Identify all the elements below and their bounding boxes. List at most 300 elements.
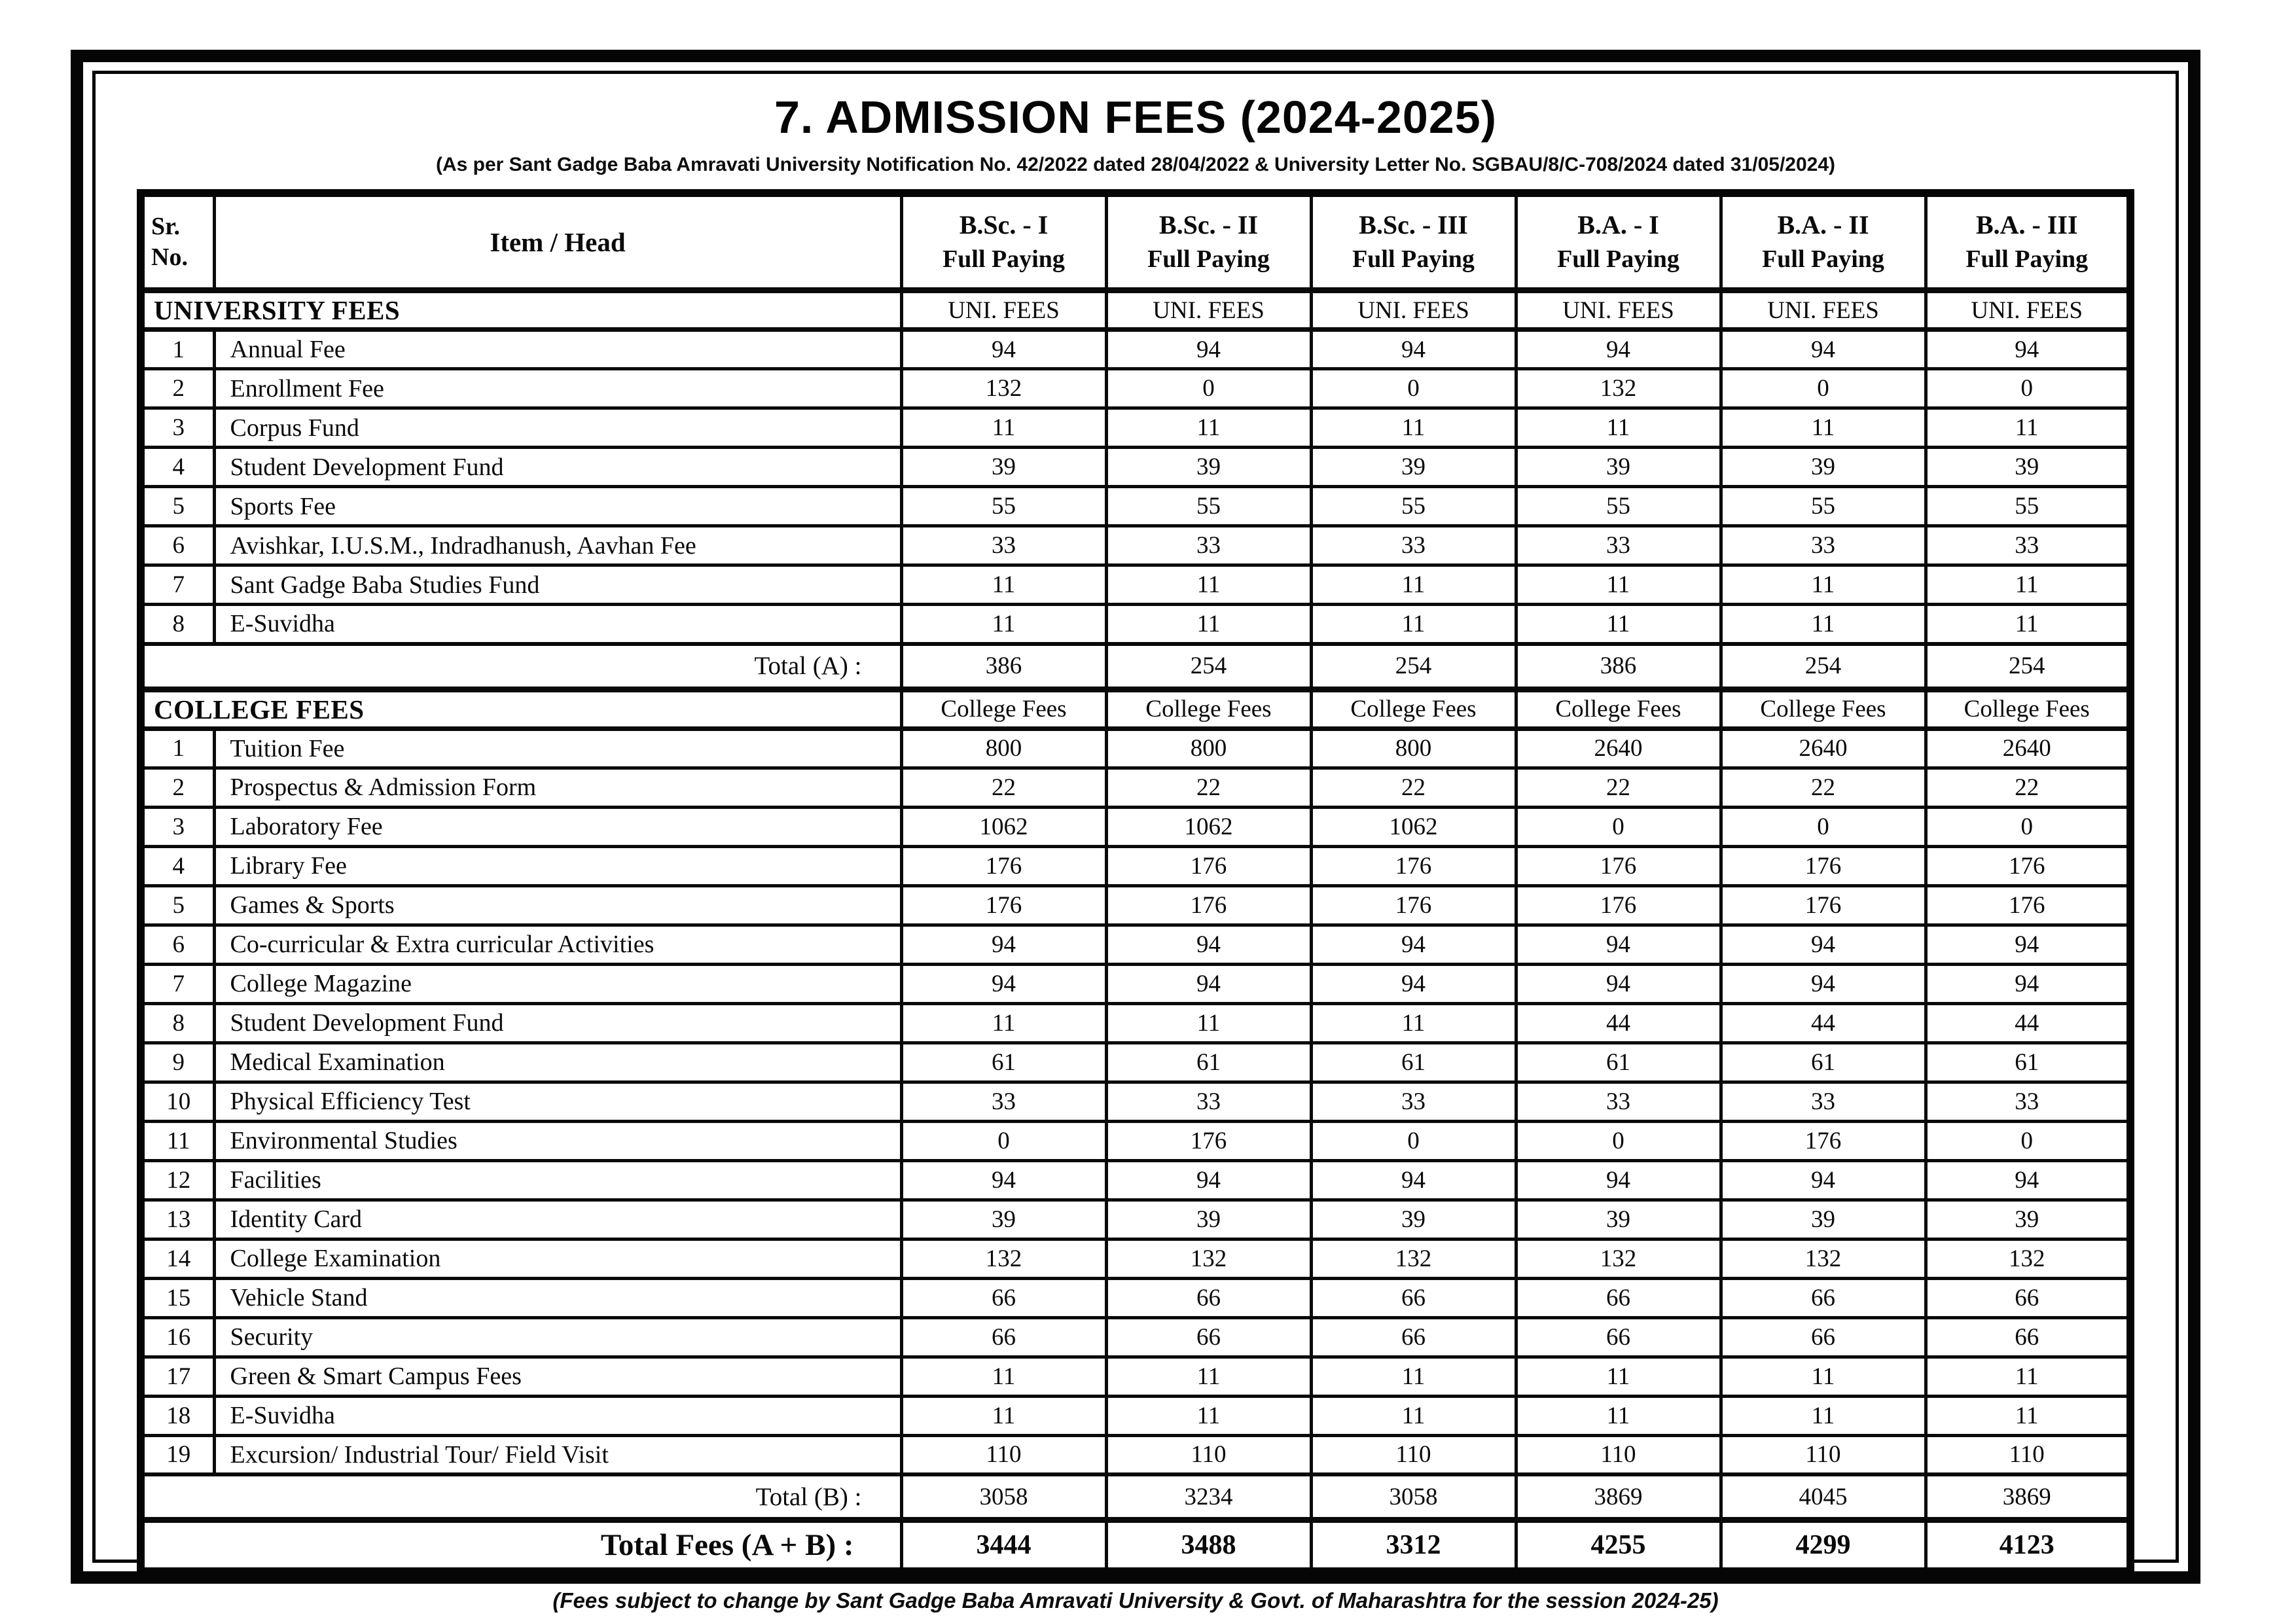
- table-row: [141, 1239, 2130, 1278]
- column-header-item-head: Item / Head: [214, 193, 901, 291]
- fee-value: 39: [1516, 448, 1721, 487]
- fee-value: 11: [1926, 1357, 2130, 1396]
- fee-value: 66: [1516, 1278, 1721, 1317]
- section-total-value: 3869: [1516, 1474, 1721, 1520]
- fee-value: 132: [1516, 369, 1721, 408]
- table-row: [141, 1396, 2130, 1435]
- section-column-label: UNI. FEES: [1516, 291, 1721, 330]
- fee-value: 94: [1926, 330, 2130, 369]
- item-label: Identity Card: [214, 1200, 901, 1239]
- fee-value: 176: [1721, 1121, 1926, 1160]
- fee-value: 132: [1106, 1239, 1311, 1278]
- fee-value: 94: [1721, 330, 1926, 369]
- item-label: Sant Gadge Baba Studies Fund: [214, 565, 901, 605]
- fee-value: 39: [1106, 1200, 1311, 1239]
- table-row: [141, 1200, 2130, 1239]
- row-number: 16: [141, 1317, 214, 1357]
- fee-value: 44: [1926, 1003, 2130, 1043]
- sr-no-line-1: Sr.: [151, 212, 181, 240]
- fee-value: 55: [1311, 487, 1516, 526]
- fee-value: 33: [1721, 526, 1926, 565]
- fee-value: 94: [1721, 1160, 1926, 1200]
- row-number: 5: [141, 885, 214, 925]
- fee-value: 132: [1926, 1239, 2130, 1278]
- item-label: Student Development Fund: [214, 448, 901, 487]
- grand-total-value: 3312: [1311, 1520, 1516, 1572]
- section-label: COLLEGE FEES: [141, 689, 901, 728]
- fee-value: 55: [1516, 487, 1721, 526]
- row-number: 1: [141, 728, 214, 768]
- row-number: 19: [141, 1435, 214, 1474]
- fee-value: 11: [1106, 1003, 1311, 1043]
- fee-value: 33: [1106, 1082, 1311, 1121]
- item-label: Sports Fee: [214, 487, 901, 526]
- fee-value: 39: [1106, 448, 1311, 487]
- fee-value: 176: [1311, 885, 1516, 925]
- course-name: B.A. - III: [1975, 210, 2078, 240]
- fee-value: 33: [901, 526, 1106, 565]
- table-row: [141, 330, 2130, 369]
- fee-value: 11: [901, 565, 1106, 605]
- table-row: [141, 1003, 2130, 1043]
- row-number: 12: [141, 1160, 214, 1200]
- fee-value: 2640: [1516, 728, 1721, 768]
- fee-value: 110: [1721, 1435, 1926, 1474]
- table-row: [141, 1082, 2130, 1121]
- section-total-value: 3234: [1106, 1474, 1311, 1520]
- fee-value: 66: [1311, 1317, 1516, 1357]
- fee-value: 11: [1516, 1357, 1721, 1396]
- item-label: Excursion/ Industrial Tour/ Field Visit: [214, 1435, 901, 1474]
- table-row: [141, 1317, 2130, 1357]
- fee-value: 11: [1926, 565, 2130, 605]
- item-label: Physical Efficiency Test: [214, 1082, 901, 1121]
- fee-value: 94: [1516, 925, 1721, 964]
- fee-value: 11: [901, 408, 1106, 448]
- table-row: [141, 768, 2130, 807]
- item-label: Annual Fee: [214, 330, 901, 369]
- row-number: 1: [141, 330, 214, 369]
- section-column-label: College Fees: [901, 689, 1106, 728]
- fee-value: 11: [901, 1003, 1106, 1043]
- section-column-label: UNI. FEES: [1721, 291, 1926, 330]
- section-column-label: College Fees: [1516, 689, 1721, 728]
- table-row: [141, 1357, 2130, 1396]
- fee-value: 94: [1106, 964, 1311, 1003]
- grand-total-value: 4123: [1926, 1520, 2130, 1572]
- item-label: Corpus Fund: [214, 408, 901, 448]
- course-name: B.A. - II: [1777, 210, 1869, 240]
- fee-value: 94: [1311, 1160, 1516, 1200]
- fee-value: 33: [1926, 1082, 2130, 1121]
- fee-value: 66: [1721, 1317, 1926, 1357]
- grand-total-value: 4255: [1516, 1520, 1721, 1572]
- row-number: 4: [141, 846, 214, 885]
- fee-value: 11: [1106, 605, 1311, 644]
- table-row: [141, 1160, 2130, 1200]
- table-row: [141, 1278, 2130, 1317]
- fee-value: 55: [1106, 487, 1311, 526]
- column-header-course-4: [1516, 193, 1721, 291]
- fee-value: 11: [1926, 605, 2130, 644]
- column-header-course-1: [901, 193, 1106, 291]
- fee-value: 44: [1721, 1003, 1926, 1043]
- fee-value: 61: [1516, 1043, 1721, 1082]
- section-column-label: UNI. FEES: [1926, 291, 2130, 330]
- section-total-value: 386: [1516, 644, 1721, 690]
- table-row: [141, 964, 2130, 1003]
- course-subtitle: Full Paying: [1762, 245, 1884, 274]
- row-number: 4: [141, 448, 214, 487]
- fee-value: 39: [1311, 448, 1516, 487]
- row-number: 18: [141, 1396, 214, 1435]
- fee-value: 94: [1106, 925, 1311, 964]
- course-subtitle: Full Paying: [1147, 245, 1270, 274]
- fee-value: 176: [901, 885, 1106, 925]
- fee-value: 0: [1311, 369, 1516, 408]
- row-number: 8: [141, 1003, 214, 1043]
- fee-value: 61: [1926, 1043, 2130, 1082]
- fee-value: 11: [1311, 1003, 1516, 1043]
- fee-value: 66: [901, 1278, 1106, 1317]
- fee-value: 39: [1516, 1200, 1721, 1239]
- item-label: Facilities: [214, 1160, 901, 1200]
- fee-value: 11: [1106, 1396, 1311, 1435]
- row-number: 15: [141, 1278, 214, 1317]
- section-total-value: 3058: [1311, 1474, 1516, 1520]
- fee-value: 94: [1106, 330, 1311, 369]
- fee-value: 94: [901, 964, 1106, 1003]
- fee-value: 11: [1106, 1357, 1311, 1396]
- row-number: 3: [141, 807, 214, 846]
- row-number: 5: [141, 487, 214, 526]
- page-footnote: (Fees subject to change by Sant Gadge Baba Amravati University & Govt. of Maharashtra for the session 2024-25): [552, 1588, 1719, 1613]
- fee-value: 33: [901, 1082, 1106, 1121]
- fee-value: 0: [901, 1121, 1106, 1160]
- item-label: Security: [214, 1317, 901, 1357]
- table-row: [141, 605, 2130, 644]
- fee-value: 176: [901, 846, 1106, 885]
- section-total-row: [141, 644, 2130, 690]
- fee-value: 22: [1516, 768, 1721, 807]
- fee-value: 94: [1721, 925, 1926, 964]
- fee-value: 11: [1721, 408, 1926, 448]
- fee-value: 61: [1311, 1043, 1516, 1082]
- fee-value: 11: [1516, 565, 1721, 605]
- fee-value: 11: [1516, 605, 1721, 644]
- fee-value: 11: [901, 1357, 1106, 1396]
- fee-value: 110: [1516, 1435, 1721, 1474]
- row-number: 2: [141, 369, 214, 408]
- fee-value: 94: [1926, 964, 2130, 1003]
- fee-value: 94: [1516, 330, 1721, 369]
- course-name: B.Sc. - III: [1359, 210, 1468, 240]
- item-label: Enrollment Fee: [214, 369, 901, 408]
- row-number: 2: [141, 768, 214, 807]
- fee-value: 94: [901, 330, 1106, 369]
- fee-value: 66: [901, 1317, 1106, 1357]
- fee-value: 94: [901, 925, 1106, 964]
- section-total-value: 254: [1106, 644, 1311, 690]
- course-name: B.Sc. - II: [1158, 210, 1259, 240]
- item-label: Environmental Studies: [214, 1121, 901, 1160]
- table-row: [141, 408, 2130, 448]
- fee-value: 33: [1516, 526, 1721, 565]
- item-label: Games & Sports: [214, 885, 901, 925]
- column-header-course-3: [1311, 193, 1516, 291]
- fee-value: 94: [1311, 330, 1516, 369]
- grand-total-row: [141, 1520, 2130, 1572]
- row-number: 17: [141, 1357, 214, 1396]
- item-label: Medical Examination: [214, 1043, 901, 1082]
- item-label: Vehicle Stand: [214, 1278, 901, 1317]
- column-header-course-6: [1926, 193, 2130, 291]
- fee-value: 22: [1926, 768, 2130, 807]
- row-number: 13: [141, 1200, 214, 1239]
- fee-value: 0: [1926, 1121, 2130, 1160]
- fee-value: 11: [901, 1396, 1106, 1435]
- sr-no-line-2: No.: [151, 243, 188, 271]
- table-row: [141, 728, 2130, 768]
- fee-value: 22: [1721, 768, 1926, 807]
- fee-value: 2640: [1721, 728, 1926, 768]
- item-label: Prospectus & Admission Form: [214, 768, 901, 807]
- item-label: Avishkar, I.U.S.M., Indradhanush, Aavhan Fee: [214, 526, 901, 565]
- document-inner-border: [92, 71, 2179, 1613]
- section-total-label: Total (A) :: [141, 644, 901, 690]
- fee-value: 39: [1926, 1200, 2130, 1239]
- section-column-label: UNI. FEES: [1106, 291, 1311, 330]
- fee-value: 176: [1311, 846, 1516, 885]
- item-label: Tuition Fee: [214, 728, 901, 768]
- row-number: 7: [141, 565, 214, 605]
- fee-value: 132: [901, 1239, 1106, 1278]
- fee-value: 176: [1926, 846, 2130, 885]
- section-column-label: UNI. FEES: [901, 291, 1106, 330]
- grand-total-label: Total Fees (A + B) :: [141, 1520, 901, 1572]
- fee-value: 66: [1926, 1317, 2130, 1357]
- fee-value: 94: [1311, 964, 1516, 1003]
- course-name: B.A. - I: [1577, 210, 1659, 240]
- fee-value: 1062: [1311, 807, 1516, 846]
- fee-value: 176: [1721, 846, 1926, 885]
- fee-value: 55: [901, 487, 1106, 526]
- fee-value: 33: [1311, 526, 1516, 565]
- fee-value: 33: [1721, 1082, 1926, 1121]
- grand-total-value: 3444: [901, 1520, 1106, 1572]
- row-number: 14: [141, 1239, 214, 1278]
- fee-value: 94: [1311, 925, 1516, 964]
- section-total-value: 386: [901, 644, 1106, 690]
- fee-value: 132: [1311, 1239, 1516, 1278]
- table-row: [141, 369, 2130, 408]
- fee-value: 0: [1516, 1121, 1721, 1160]
- fee-value: 110: [1926, 1435, 2130, 1474]
- fee-value: 94: [1721, 964, 1926, 1003]
- fee-value: 61: [1721, 1043, 1926, 1082]
- fee-value: 2640: [1926, 728, 2130, 768]
- fee-value: 11: [1311, 605, 1516, 644]
- fee-value: 176: [1721, 885, 1926, 925]
- section-column-label: College Fees: [1106, 689, 1311, 728]
- fee-value: 94: [1926, 1160, 2130, 1200]
- section-column-label: UNI. FEES: [1311, 291, 1516, 330]
- fee-value: 39: [1721, 1200, 1926, 1239]
- section-column-label: College Fees: [1926, 689, 2130, 728]
- fee-value: 66: [1721, 1278, 1926, 1317]
- fee-value: 0: [1106, 369, 1311, 408]
- fee-value: 0: [1311, 1121, 1516, 1160]
- item-label: Green & Smart Campus Fees: [214, 1357, 901, 1396]
- fee-value: 11: [1106, 565, 1311, 605]
- fee-value: 66: [1926, 1278, 2130, 1317]
- section-total-value: 3058: [901, 1474, 1106, 1520]
- fee-value: 176: [1516, 885, 1721, 925]
- fee-value: 0: [1926, 369, 2130, 408]
- fee-value: 94: [1516, 1160, 1721, 1200]
- section-column-label: College Fees: [1721, 689, 1926, 728]
- fee-value: 11: [1721, 565, 1926, 605]
- fee-value: 44: [1516, 1003, 1721, 1043]
- fee-value: 1062: [901, 807, 1106, 846]
- fee-value: 176: [1926, 885, 2130, 925]
- table-row: [141, 448, 2130, 487]
- row-number: 3: [141, 408, 214, 448]
- grand-total-value: 4299: [1721, 1520, 1926, 1572]
- fee-value: 11: [901, 605, 1106, 644]
- fee-value: 66: [1311, 1278, 1516, 1317]
- fee-value: 94: [1926, 925, 2130, 964]
- item-label: Student Development Fund: [214, 1003, 901, 1043]
- fee-value: 110: [901, 1435, 1106, 1474]
- item-label: Library Fee: [214, 846, 901, 885]
- section-header-row: [141, 689, 2130, 728]
- table-row: [141, 487, 2130, 526]
- fee-value: 11: [1721, 1357, 1926, 1396]
- section-total-value: 4045: [1721, 1474, 1926, 1520]
- course-subtitle: Full Paying: [942, 245, 1065, 274]
- fee-value: 39: [901, 1200, 1106, 1239]
- fee-value: 94: [1106, 1160, 1311, 1200]
- table-row: [141, 807, 2130, 846]
- fee-value: 39: [1926, 448, 2130, 487]
- fee-value: 176: [1106, 1121, 1311, 1160]
- fee-value: 11: [1516, 1396, 1721, 1435]
- fee-value: 800: [1311, 728, 1516, 768]
- fee-value: 94: [901, 1160, 1106, 1200]
- fee-value: 11: [1721, 605, 1926, 644]
- fee-value: 11: [1311, 1396, 1516, 1435]
- table-row: [141, 565, 2130, 605]
- table-row: [141, 1121, 2130, 1160]
- item-label: College Examination: [214, 1239, 901, 1278]
- table-row: [141, 885, 2130, 925]
- fee-value: 61: [1106, 1043, 1311, 1082]
- fee-value: 800: [1106, 728, 1311, 768]
- fee-value: 55: [1721, 487, 1926, 526]
- table-row: [141, 526, 2130, 565]
- section-total-value: 3869: [1926, 1474, 2130, 1520]
- section-label: UNIVERSITY FEES: [141, 291, 901, 330]
- fee-value: 132: [901, 369, 1106, 408]
- document-outer-border: [71, 50, 2200, 1613]
- fee-value: 61: [901, 1043, 1106, 1082]
- table-header-row: [141, 193, 2130, 291]
- fee-value: 0: [1721, 807, 1926, 846]
- row-number: 11: [141, 1121, 214, 1160]
- column-header-sr-no: [141, 193, 214, 291]
- page-title: 7. ADMISSION FEES (2024-2025): [774, 92, 1498, 143]
- row-number: 6: [141, 925, 214, 964]
- fee-value: 55: [1926, 487, 2130, 526]
- fee-value: 132: [1516, 1239, 1721, 1278]
- fee-value: 0: [1721, 369, 1926, 408]
- fee-value: 22: [1106, 768, 1311, 807]
- item-label: Laboratory Fee: [214, 807, 901, 846]
- page-subtitle: (As per Sant Gadge Baba Amravati University Notification No. 42/2022 dated 28/04/2022 & University Letter No. SGBAU/8/C-708/2024 dated 31/05/2024): [435, 154, 1836, 175]
- fee-value: 0: [1926, 807, 2130, 846]
- item-label: Co-curricular & Extra curricular Activities: [214, 925, 901, 964]
- fee-value: 110: [1106, 1435, 1311, 1474]
- row-number: 7: [141, 964, 214, 1003]
- item-label: College Magazine: [214, 964, 901, 1003]
- fee-value: 33: [1311, 1082, 1516, 1121]
- fee-value: 39: [901, 448, 1106, 487]
- admission-fees-table: [137, 189, 2134, 1575]
- row-number: 9: [141, 1043, 214, 1082]
- course-name: B.Sc. - I: [959, 210, 1049, 240]
- table-row: [141, 1435, 2130, 1474]
- column-header-course-5: [1721, 193, 1926, 291]
- fee-value: 39: [1721, 448, 1926, 487]
- course-subtitle: Full Paying: [1557, 245, 1679, 274]
- fee-value: 11: [1516, 408, 1721, 448]
- section-total-label: Total (B) :: [141, 1474, 901, 1520]
- fee-value: 22: [1311, 768, 1516, 807]
- fee-value: 176: [1106, 846, 1311, 885]
- fee-value: 800: [901, 728, 1106, 768]
- row-number: 6: [141, 526, 214, 565]
- table-row: [141, 925, 2130, 964]
- section-total-value: 254: [1721, 644, 1926, 690]
- course-subtitle: Full Paying: [1965, 245, 2089, 274]
- fee-value: 11: [1721, 1396, 1926, 1435]
- fee-value: 11: [1311, 565, 1516, 605]
- table-row: [141, 1043, 2130, 1082]
- item-label: E-Suvidha: [214, 605, 901, 644]
- row-number: 10: [141, 1082, 214, 1121]
- section-column-label: College Fees: [1311, 689, 1516, 728]
- fee-value: 66: [1106, 1278, 1311, 1317]
- fee-value: 11: [1106, 408, 1311, 448]
- fee-value: 1062: [1106, 807, 1311, 846]
- fee-value: 66: [1106, 1317, 1311, 1357]
- table-row: [141, 846, 2130, 885]
- fee-value: 0: [1516, 807, 1721, 846]
- column-header-course-2: [1106, 193, 1311, 291]
- fee-value: 132: [1721, 1239, 1926, 1278]
- section-total-value: 254: [1926, 644, 2130, 690]
- fee-value: 11: [1311, 1357, 1516, 1396]
- course-subtitle: Full Paying: [1352, 245, 1475, 274]
- fee-value: 176: [1516, 846, 1721, 885]
- fee-value: 33: [1106, 526, 1311, 565]
- fee-value: 11: [1311, 408, 1516, 448]
- fee-value: 22: [901, 768, 1106, 807]
- row-number: 8: [141, 605, 214, 644]
- section-total-row: [141, 1474, 2130, 1520]
- fee-value: 33: [1926, 526, 2130, 565]
